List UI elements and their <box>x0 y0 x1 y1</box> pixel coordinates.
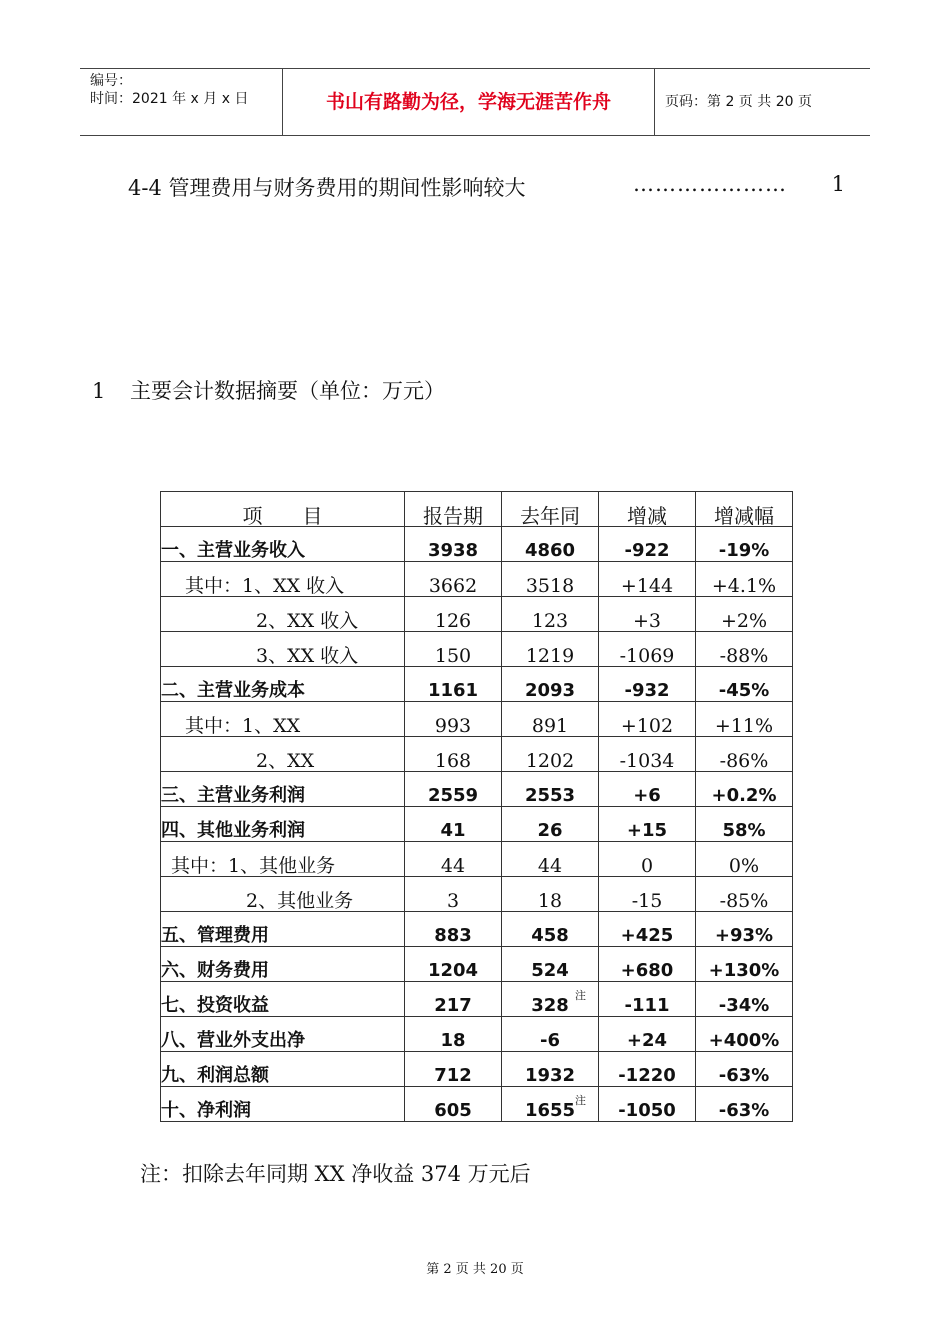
toc-page-number: 1 <box>831 172 845 196</box>
row-item: 七、投资收益 <box>161 982 405 1017</box>
table-row <box>161 842 793 877</box>
row-value: +102 <box>599 702 696 737</box>
header-meta <box>80 69 283 135</box>
row-value: -1069 <box>599 632 696 667</box>
row-value: +93% <box>696 912 793 947</box>
row-value: -1220 <box>599 1052 696 1087</box>
row-item: 二、主营业务成本 <box>161 667 405 702</box>
table-row <box>161 667 793 702</box>
row-value: -63% <box>696 1052 793 1087</box>
row-item: 2、XX 收入 <box>161 597 405 632</box>
row-value: 1219 <box>502 632 599 667</box>
row-item: 2、其他业务 <box>161 877 405 912</box>
table-header-cell: 去年同 <box>502 492 599 527</box>
row-value: 2559 <box>405 772 502 807</box>
row-value: 26 <box>502 807 599 842</box>
table-row <box>161 632 793 667</box>
table-row <box>161 702 793 737</box>
table-row <box>161 1052 793 1087</box>
row-value: +11% <box>696 702 793 737</box>
row-value: -88% <box>696 632 793 667</box>
row-value: 712 <box>405 1052 502 1087</box>
section-title: 主要会计数据摘要（单位：万元） <box>130 379 445 403</box>
row-value: +6 <box>599 772 696 807</box>
table-row <box>161 807 793 842</box>
row-value: -932 <box>599 667 696 702</box>
row-value: -63% <box>696 1087 793 1122</box>
row-item: 一、主营业务收入 <box>161 527 405 562</box>
row-value: +3 <box>599 597 696 632</box>
table-row <box>161 1017 793 1052</box>
row-value: -111 <box>599 982 696 1017</box>
row-value: +0.2% <box>696 772 793 807</box>
row-value: -85% <box>696 877 793 912</box>
row-item: 2、XX <box>161 737 405 772</box>
table-header-cell: 项 目 <box>161 492 405 527</box>
page-footer: 第 2 页 共 20 页 <box>426 1262 524 1277</box>
row-value: 41 <box>405 807 502 842</box>
section-number: 1 <box>92 379 106 403</box>
page-header <box>80 68 870 136</box>
header-page-label: 页码：第 2 页 共 20 页 <box>665 94 812 110</box>
row-value: 3518 <box>502 562 599 597</box>
time-label: 时间：2021 年 x 月 x 日 <box>90 91 249 107</box>
row-value: 328 <box>531 995 569 1016</box>
row-item: 四、其他业务利润 <box>161 807 405 842</box>
accounting-summary-table <box>160 491 793 1122</box>
row-value: 1202 <box>502 737 599 772</box>
table-header-cell: 增减幅 <box>696 492 793 527</box>
row-value: +15 <box>599 807 696 842</box>
table-row <box>161 562 793 597</box>
row-value: -922 <box>599 527 696 562</box>
row-value: 3 <box>405 877 502 912</box>
table-row <box>161 737 793 772</box>
row-value: 4860 <box>502 527 599 562</box>
row-item: 九、利润总额 <box>161 1052 405 1087</box>
row-value: 883 <box>405 912 502 947</box>
table-header-cell: 增减 <box>599 492 696 527</box>
toc-entry-title: 4-4 管理费用与财务费用的期间性影响较大 <box>128 176 526 200</box>
row-value: -6 <box>502 1017 599 1052</box>
row-value: +144 <box>599 562 696 597</box>
row-value: 0% <box>696 842 793 877</box>
row-item: 其中：1、其他业务 <box>161 842 405 877</box>
row-value: -15 <box>599 877 696 912</box>
row-item: 3、XX 收入 <box>161 632 405 667</box>
row-value: +425 <box>599 912 696 947</box>
row-value: +130% <box>696 947 793 982</box>
toc-dot-leader: ………………… <box>633 172 787 196</box>
row-value: 993 <box>405 702 502 737</box>
row-value: 217 <box>405 982 502 1017</box>
row-value: 524 <box>502 947 599 982</box>
row-value: +4.1% <box>696 562 793 597</box>
row-value: 44 <box>405 842 502 877</box>
row-value-with-note <box>502 1087 599 1122</box>
row-value: 123 <box>502 597 599 632</box>
toc-entry <box>128 172 853 202</box>
row-value: -1034 <box>599 737 696 772</box>
row-value: +2% <box>696 597 793 632</box>
row-item: 八、营业外支出净 <box>161 1017 405 1052</box>
row-value: 0 <box>599 842 696 877</box>
note-marker: 注 <box>575 989 586 1002</box>
row-value-with-note <box>502 982 599 1017</box>
row-value: 18 <box>502 877 599 912</box>
row-value: +24 <box>599 1017 696 1052</box>
row-value: 1161 <box>405 667 502 702</box>
row-value: 168 <box>405 737 502 772</box>
row-value: 1204 <box>405 947 502 982</box>
row-value: 605 <box>405 1087 502 1122</box>
row-value: -34% <box>696 982 793 1017</box>
row-value: +400% <box>696 1017 793 1052</box>
row-item: 其中：1、XX 收入 <box>161 562 405 597</box>
table-row <box>161 772 793 807</box>
table-row <box>161 597 793 632</box>
section-heading <box>92 375 445 405</box>
row-item: 其中：1、XX <box>161 702 405 737</box>
table-row <box>161 982 793 1017</box>
row-value: 150 <box>405 632 502 667</box>
row-value: 3662 <box>405 562 502 597</box>
table-header-cell: 报告期 <box>405 492 502 527</box>
header-motto: 书山有路勤为径，学海无涯苦作舟 <box>283 69 655 135</box>
row-value: 126 <box>405 597 502 632</box>
row-item: 六、财务费用 <box>161 947 405 982</box>
row-value: 58% <box>696 807 793 842</box>
row-item: 五、管理费用 <box>161 912 405 947</box>
table-row <box>161 527 793 562</box>
row-item: 三、主营业务利润 <box>161 772 405 807</box>
row-value: -19% <box>696 527 793 562</box>
row-value: 18 <box>405 1017 502 1052</box>
table-row <box>161 947 793 982</box>
row-value: -45% <box>696 667 793 702</box>
row-value: 2093 <box>502 667 599 702</box>
serial-label: 编号： <box>90 73 132 89</box>
table-header-row <box>161 492 793 527</box>
table-row <box>161 912 793 947</box>
row-value: 458 <box>502 912 599 947</box>
table-row <box>161 877 793 912</box>
row-item: 十、净利润 <box>161 1087 405 1122</box>
row-value: -86% <box>696 737 793 772</box>
row-value: 2553 <box>502 772 599 807</box>
row-value: 891 <box>502 702 599 737</box>
table-row <box>161 1087 793 1122</box>
row-value: 44 <box>502 842 599 877</box>
row-value: 1932 <box>502 1052 599 1087</box>
note-marker: 注 <box>575 1094 586 1107</box>
row-value: +680 <box>599 947 696 982</box>
row-value: 1655 <box>524 1100 576 1121</box>
table-footnote: 注：扣除去年同期 XX 净收益 374 万元后 <box>140 1162 531 1186</box>
row-value: -1050 <box>599 1087 696 1122</box>
row-value: 3938 <box>405 527 502 562</box>
